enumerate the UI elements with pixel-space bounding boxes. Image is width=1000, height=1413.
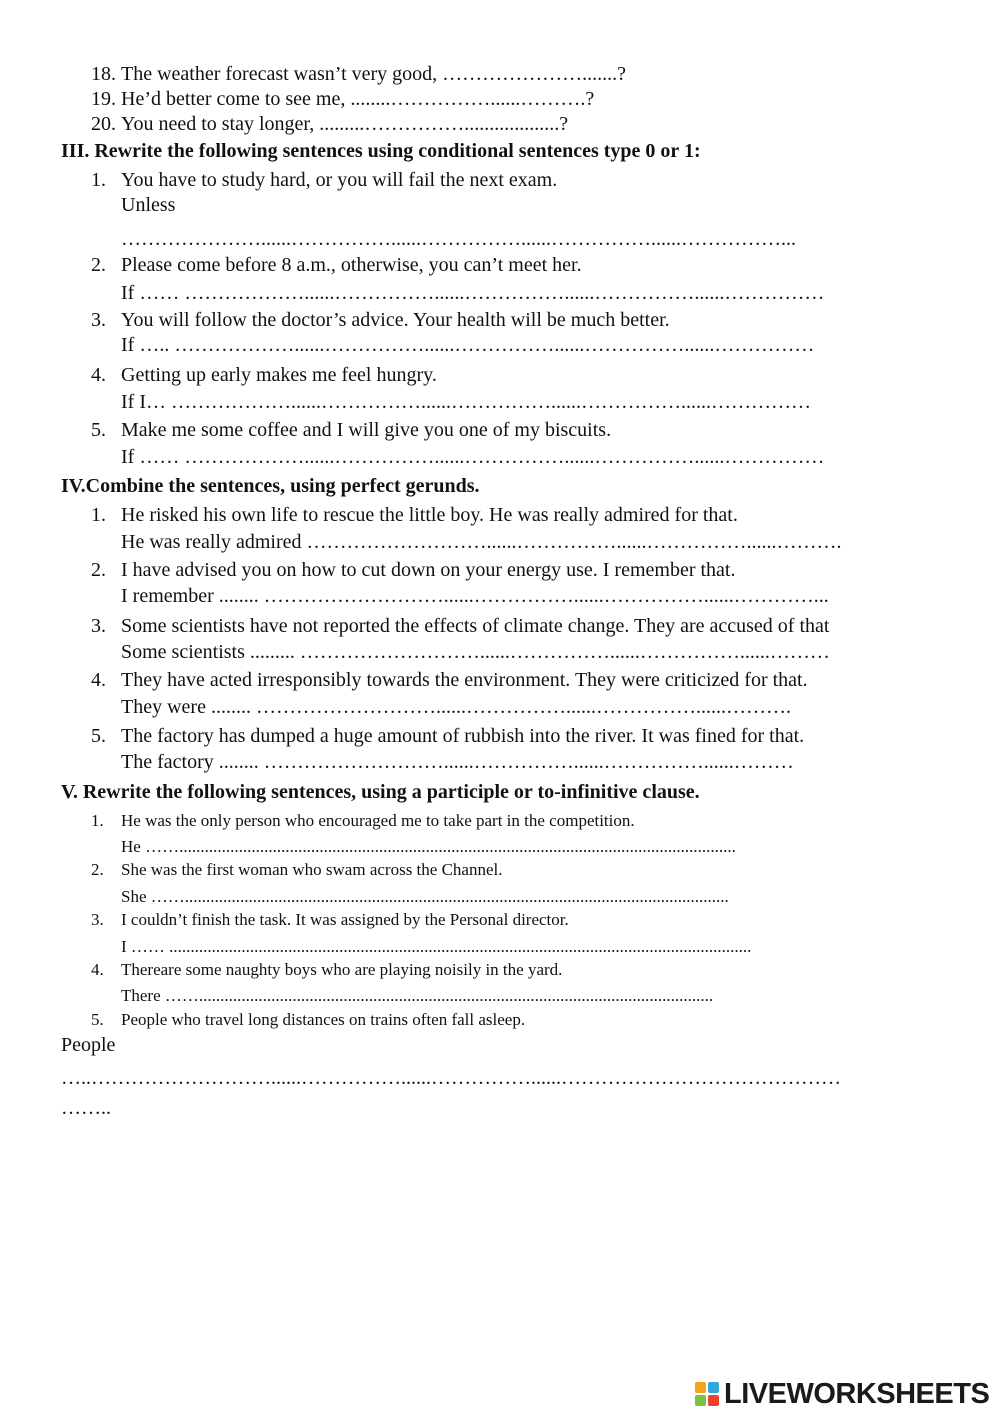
item-number: 5. [91, 725, 106, 747]
answer-line[interactable]: …………………......……………......……………......……………......……………... [121, 228, 796, 250]
item-number: 1. [91, 504, 106, 526]
item-number: 3. [91, 910, 104, 929]
answer-line[interactable]: He ……................................................................................................................................... [121, 837, 736, 856]
question-text: Please come before 8 a.m., otherwise, you can’t meet her. [121, 254, 582, 276]
item-number: 2. [91, 860, 104, 879]
item-number: 1. [91, 811, 104, 830]
answer-prompt: Unless [121, 194, 176, 216]
item-number: 2. [91, 559, 106, 581]
question-text: The factory has dumped a huge amount of rubbish into the river. It was fined for that. [121, 725, 805, 747]
item-number: 20. [91, 113, 116, 135]
item-number: 19. [91, 88, 116, 110]
answer-line[interactable]: She ……................................................................................................................................ [121, 887, 729, 906]
answer-line[interactable]: …..………………………......……………......……………......…………………………………… [61, 1067, 841, 1089]
question-text: You have to study hard, or you will fail the next exam. [121, 169, 558, 191]
item-number: 4. [91, 669, 106, 691]
answer-line[interactable]: If ….. ………………......……………......……………......……………......…………… [121, 334, 815, 356]
question-text: The weather forecast wasn’t very good, ………………….......? [121, 63, 627, 85]
item-number: 5. [91, 419, 106, 441]
answer-line[interactable]: I …… ......................................................................................................................................... [121, 937, 752, 956]
answer-line[interactable]: If …… ………………......……………......……………......……………......…………… [121, 282, 825, 304]
item-number: 4. [91, 960, 104, 979]
liveworksheets-watermark [694, 1378, 994, 1410]
liveworksheets-logo-icon [694, 1381, 720, 1407]
question-text: Getting up early makes me feel hungry. [121, 364, 437, 386]
section-heading: IV.Combine the sentences, using perfect gerunds. [61, 475, 480, 497]
answer-line[interactable]: He was really admired ………………………......……………......……………......………. [121, 531, 842, 553]
answer-line[interactable]: If I… ………………......……………......……………......……………......…………… [121, 391, 811, 413]
item-number: 18. [91, 63, 116, 85]
section-heading: III. Rewrite the following sentences using conditional sentences type 0 or 1: [61, 140, 701, 162]
question-text: She was the first woman who swam across the Channel. [121, 860, 503, 879]
answer-line[interactable]: There ……......................................................................................................................... [121, 986, 714, 1005]
answer-line[interactable]: …….. [61, 1097, 111, 1119]
question-text: People who travel long distances on trains often fall asleep. [121, 1010, 526, 1029]
question-text: You need to stay longer, .........……………...................? [121, 113, 569, 135]
question-text: I have advised you on how to cut down on your energy use. I remember that. [121, 559, 736, 581]
question-text: He’d better come to see me, ........……………......……….? [121, 88, 595, 110]
item-number: 3. [91, 309, 106, 331]
question-text: I couldn’t finish the task. It was assigned by the Personal director. [121, 910, 569, 929]
answer-line[interactable]: If …… ………………......……………......……………......……………......…………… [121, 446, 825, 468]
section-heading: V. Rewrite the following sentences, using a participle or to-infinitive clause. [61, 781, 700, 803]
answer-line[interactable]: I remember ........ ………………………......……………......……………......…………... [121, 585, 829, 607]
question-text: He was the only person who encouraged me to take part in the competition. [121, 811, 635, 830]
answer-line[interactable]: Some scientists ......... ………………………......……………......……………......……… [121, 641, 830, 663]
answer-line[interactable]: The factory ........ ………………………......……………......……………......……… [121, 751, 794, 773]
watermark-text: LIVEWORKSHEETS [724, 1377, 990, 1410]
question-text: You will follow the doctor’s advice. Your health will be much better. [121, 309, 670, 331]
answer-line[interactable]: They were ........ ………………………......……………......……………......………. [121, 696, 791, 718]
item-number: 1. [91, 169, 106, 191]
question-text: He risked his own life to rescue the little boy. He was really admired for that. [121, 504, 738, 526]
question-text: Some scientists have not reported the effects of climate change. They are accused of that [121, 615, 830, 637]
question-text: Thereare some naughty boys who are playing noisily in the yard. [121, 960, 563, 979]
item-number: 3. [91, 615, 106, 637]
question-text: They have acted irresponsibly towards the environment. They were criticized for that. [121, 669, 808, 691]
item-number: 5. [91, 1010, 104, 1029]
answer-prompt: People [61, 1034, 116, 1056]
question-text: Make me some coffee and I will give you one of my biscuits. [121, 419, 612, 441]
item-number: 4. [91, 364, 106, 386]
item-number: 2. [91, 254, 106, 276]
